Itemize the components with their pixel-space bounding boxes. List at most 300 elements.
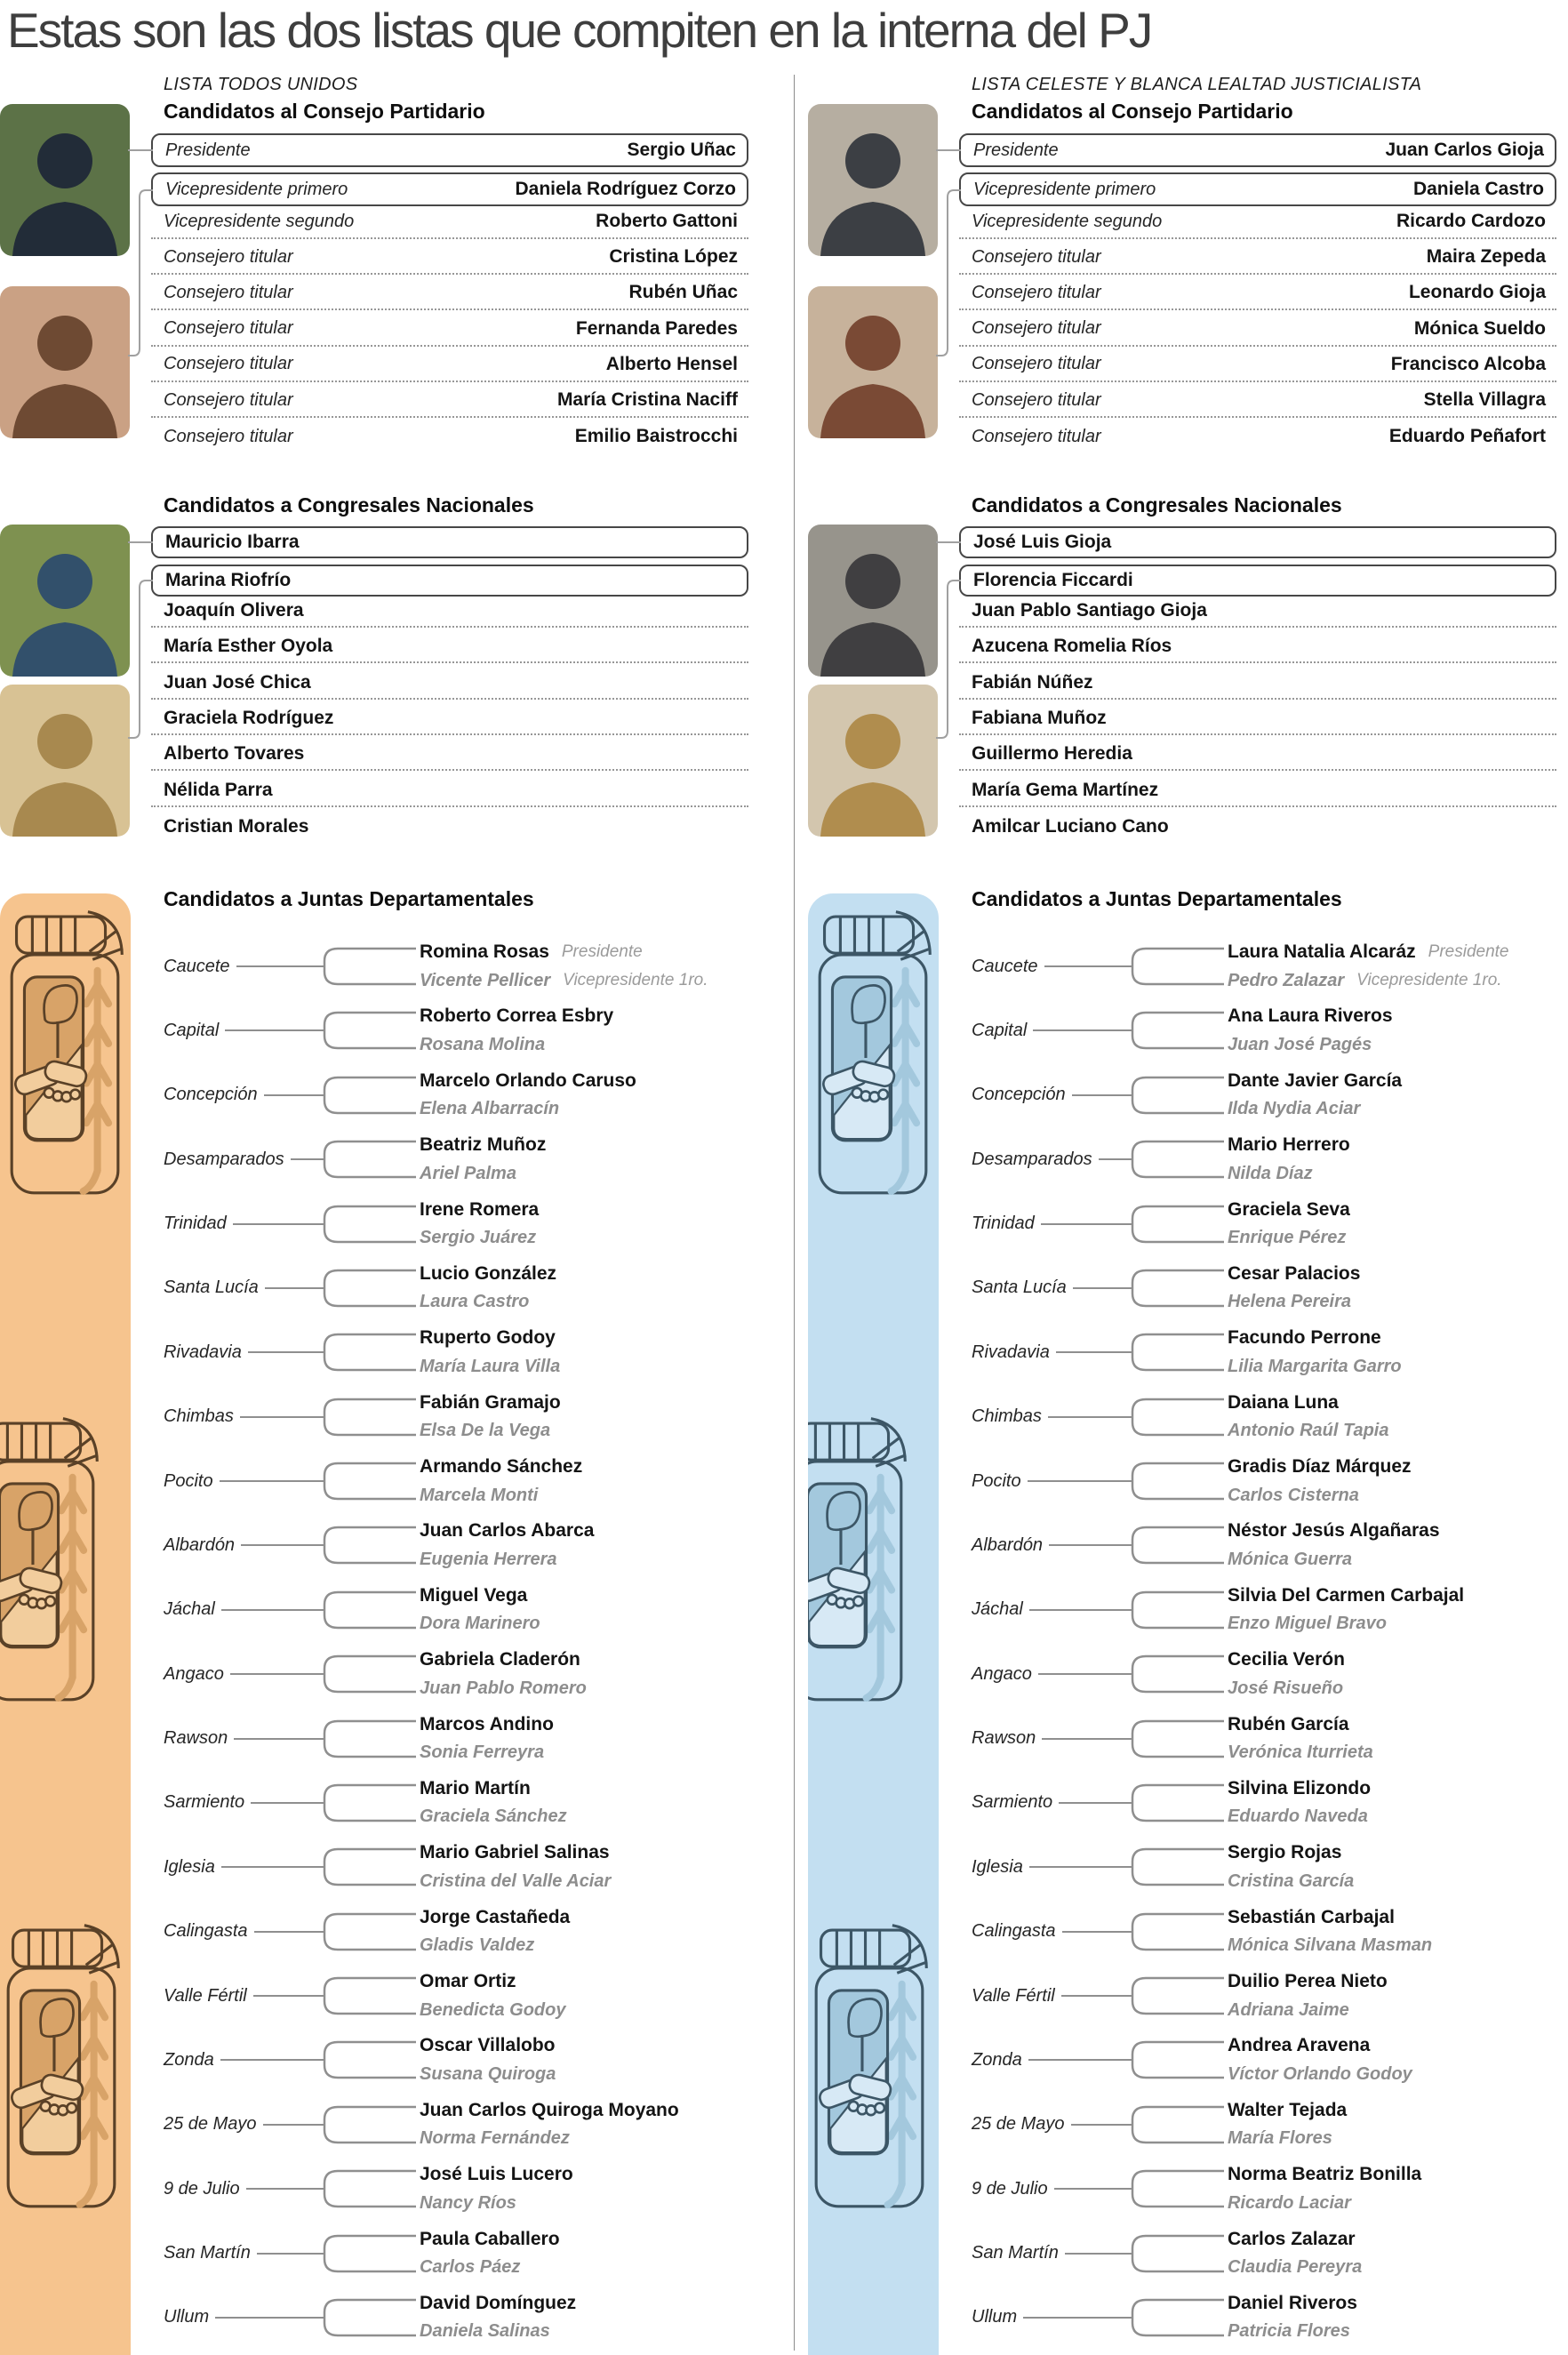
junta-connector-line — [225, 1029, 324, 1031]
department-label: Angaco — [164, 1663, 224, 1684]
junta-president-name: Cesar Palacios — [1228, 1262, 1361, 1284]
junta-bracket — [313, 1135, 416, 1183]
junta-bracket-icon — [313, 2036, 416, 2084]
junta-vice-name: Enrique Pérez — [1228, 1228, 1347, 1248]
junta-bracket — [1121, 2294, 1224, 2342]
role-label: Vicepresidente segundo — [164, 211, 355, 231]
photo-connector-lines — [936, 98, 961, 862]
junta-bracket — [1121, 1457, 1224, 1505]
junta-connector-line — [241, 1544, 324, 1546]
person-silhouette-icon — [0, 525, 130, 677]
junta-bracket — [1121, 2036, 1224, 2084]
person-silhouette-icon — [0, 286, 130, 438]
junta-vice-name: Víctor Orlando Godoy — [1228, 2063, 1412, 2084]
junta-bracket — [313, 2294, 416, 2342]
person-silhouette-icon — [808, 525, 938, 677]
junta-bracket-icon — [1121, 1908, 1224, 1956]
junta-connector-line — [1023, 2317, 1132, 2319]
junta-connector-line — [1049, 1544, 1132, 1546]
junta-vice-name: Carlos Páez — [420, 2257, 521, 2278]
junta-bracket-icon — [1121, 1779, 1224, 1827]
congresal-row — [151, 703, 748, 735]
candidate-name: Guillermo Heredia — [972, 743, 1132, 765]
junta-bracket — [1121, 1521, 1224, 1569]
junta-president-name: Marcos Andino — [420, 1713, 554, 1734]
junta-bracket — [1121, 1328, 1224, 1376]
junta-bracket-icon — [313, 2101, 416, 2149]
consejo-row — [151, 241, 748, 275]
junta-bracket-icon — [1121, 1135, 1224, 1183]
candidate-photo — [808, 685, 938, 837]
candidate-name: Emilio Baistrocchi — [574, 426, 738, 447]
congresal-row — [151, 811, 748, 843]
junta-president-name: Paula Caballero — [420, 2228, 560, 2249]
junta-president-name: Juan Carlos Quiroga Moyano — [420, 2099, 679, 2120]
consejo-row — [959, 348, 1556, 382]
party-emblem-strip — [0, 893, 131, 2355]
consejo-row — [151, 384, 748, 418]
junta-bracket-icon — [313, 1264, 416, 1312]
junta-bracket — [313, 2165, 416, 2213]
junta-bracket — [313, 942, 416, 990]
junta-bracket — [313, 1715, 416, 1763]
congresal-row — [151, 775, 748, 807]
list-name-label: LISTA TODOS UNIDOS — [164, 75, 358, 94]
junta-bracket-icon — [313, 1779, 416, 1827]
consejo-row — [151, 313, 748, 347]
junta-vice-name: Adriana Jaime — [1228, 1999, 1349, 2020]
congresal-row — [959, 668, 1556, 700]
department-label: 9 de Julio — [972, 2178, 1048, 2199]
junta-president-name: Lucio González — [420, 1262, 557, 1284]
department-label: Capital — [972, 1020, 1028, 1040]
candidate-photo — [808, 286, 938, 438]
department-label: Iglesia — [972, 1856, 1023, 1877]
junta-vice-name: Daniela Salinas — [420, 2321, 550, 2342]
role-label: Consejero titular — [164, 426, 293, 446]
junta-bracket — [313, 1264, 416, 1312]
junta-bracket-icon — [313, 1457, 416, 1505]
junta-vice-name: Rosana Molina — [420, 1034, 546, 1054]
junta-bracket-icon — [313, 2230, 416, 2278]
person-silhouette-icon — [808, 104, 938, 256]
candidate-name: María Cristina Naciff — [556, 389, 738, 410]
candidate-name: Cristina López — [609, 246, 738, 268]
candidate-name: José Luis Gioja — [973, 532, 1112, 552]
junta-bracket-icon — [1121, 2101, 1224, 2149]
junta-bracket-icon — [313, 1650, 416, 1698]
candidate-name: Sergio Uñac — [627, 140, 736, 160]
junta-bracket-icon — [313, 1071, 416, 1119]
candidate-name: María Gema Martínez — [972, 779, 1159, 800]
junta-president-name: Gradis Díaz Márquez — [1228, 1456, 1412, 1478]
department-label: Valle Fértil — [972, 1985, 1055, 2006]
department-label: Calingasta — [164, 1921, 248, 1942]
junta-bracket-icon — [313, 1200, 416, 1248]
candidate-name: Juan José Chica — [164, 671, 311, 693]
junta-vice-name: Norma Fernández — [420, 2128, 570, 2149]
role-label: Consejero titular — [164, 354, 293, 374]
consejo-row — [151, 205, 748, 239]
candidate-name: Azucena Romelia Ríos — [972, 636, 1172, 657]
junta-vice-name: Cristina García — [1228, 1870, 1355, 1891]
junta-vice-name: Antonio Raúl Tapia — [1228, 1421, 1389, 1441]
junta-bracket-icon — [1121, 1393, 1224, 1441]
junta-president-name: Graciela Seva — [1228, 1198, 1350, 1220]
junta-vice-name: Nancy Ríos — [420, 2192, 516, 2213]
junta-vice-name: Susana Quiroga — [420, 2063, 556, 2084]
junta-bracket — [313, 2101, 416, 2149]
junta-president-name: Ruperto Godoy — [420, 1327, 556, 1349]
junta-president-name: Armando Sánchez — [420, 1456, 583, 1478]
junta-vice-name: Dora Marinero — [420, 1614, 540, 1634]
section-header-consejo: Candidatos al Consejo Partidario — [164, 100, 485, 123]
department-label: Albardón — [972, 1534, 1044, 1555]
junta-president-name: Miguel Vega — [420, 1584, 528, 1606]
junta-vice-name: Elsa De la Vega — [420, 1421, 551, 1441]
junta-bracket-icon — [1121, 1715, 1224, 1763]
congresal-row — [959, 565, 1556, 597]
junta-bracket-icon — [1121, 1586, 1224, 1634]
junta-bracket-icon — [313, 1843, 416, 1891]
junta-bracket — [313, 1006, 416, 1054]
junta-president-name: Walter Tejada — [1228, 2099, 1348, 2120]
department-label: Iglesia — [164, 1856, 215, 1877]
department-label: Caucete — [972, 956, 1038, 976]
candidate-name: Leonardo Gioja — [1408, 282, 1546, 303]
column-divider — [794, 75, 795, 2351]
junta-bracket — [1121, 1650, 1224, 1698]
department-label: Ullum — [972, 2307, 1018, 2327]
candidate-name: Florencia Ficcardi — [973, 570, 1133, 590]
candidate-name: María Esther Oyola — [164, 636, 333, 657]
president-role-annotation: Presidente — [1428, 942, 1509, 961]
junta-bracket — [1121, 2165, 1224, 2213]
department-label: Valle Fértil — [164, 1985, 247, 2006]
candidate-name: Nélida Parra — [164, 779, 273, 800]
junta-bracket-icon — [313, 2165, 416, 2213]
junta-bracket-icon — [1121, 1457, 1224, 1505]
junta-vice-name: Patricia Flores — [1228, 2321, 1350, 2342]
junta-connector-line — [220, 2059, 324, 2061]
junta-president-name: Irene Romera — [420, 1198, 540, 1220]
congresal-row — [959, 631, 1556, 663]
person-silhouette-icon — [808, 286, 938, 438]
junta-president-name: Sebastián Carbajal — [1228, 1906, 1395, 1927]
consejo-row — [151, 348, 748, 382]
junta-bracket — [1121, 2101, 1224, 2149]
junta-vice-name: Ilda Nydia Aciar — [1228, 1099, 1361, 1119]
junta-president-name: Daniel Riveros — [1228, 2292, 1357, 2313]
department-label: Trinidad — [972, 1214, 1035, 1234]
junta-connector-line — [1029, 1609, 1132, 1611]
section-header-juntas: Candidatos a Juntas Departamentales — [972, 887, 1342, 910]
department-label: Angaco — [972, 1663, 1032, 1684]
consejo-row — [959, 205, 1556, 239]
pj-shield-icon — [808, 1409, 908, 1854]
junta-president-name: Laura Natalia Alcaráz Presidente — [1228, 941, 1509, 962]
junta-vice-name: Mónica Silvana Masman — [1228, 1935, 1433, 1956]
junta-connector-line — [230, 1673, 324, 1675]
junta-bracket — [313, 1071, 416, 1119]
junta-bracket — [313, 1779, 416, 1827]
junta-president-name: Mario Herrero — [1228, 1134, 1350, 1156]
junta-connector-line — [1028, 1480, 1132, 1482]
junta-vice-name: Carlos Cisterna — [1228, 1485, 1359, 1505]
photo-connector-lines — [128, 98, 153, 862]
junta-connector-line — [234, 1738, 324, 1740]
junta-president-name: Cecilia Verón — [1228, 1649, 1345, 1670]
candidate-name: Mónica Sueldo — [1413, 317, 1546, 339]
junta-vice-name: Eduardo Naveda — [1228, 1806, 1368, 1827]
role-label: Consejero titular — [972, 389, 1101, 410]
junta-bracket-icon — [1121, 1328, 1224, 1376]
junta-vice-name: Laura Castro — [420, 1292, 530, 1312]
junta-vice-name: Lilia Margarita Garro — [1228, 1356, 1402, 1376]
congresal-row — [151, 631, 748, 663]
junta-bracket-icon — [1121, 1264, 1224, 1312]
junta-connector-line — [221, 1609, 324, 1611]
junta-connector-line — [1033, 1029, 1132, 1031]
junta-bracket — [313, 1843, 416, 1891]
congresal-row — [151, 739, 748, 771]
role-label: Consejero titular — [972, 426, 1101, 446]
department-label: Desamparados — [164, 1149, 284, 1169]
junta-vice-name: María Laura Villa — [420, 1356, 561, 1376]
department-label: Chimbas — [164, 1406, 234, 1427]
junta-bracket — [1121, 1200, 1224, 1248]
congresal-row — [151, 565, 748, 597]
junta-bracket-icon — [313, 1135, 416, 1183]
junta-bracket — [313, 1586, 416, 1634]
party-emblem-strip — [808, 893, 939, 2355]
junta-bracket — [313, 1200, 416, 1248]
role-label: Presidente — [973, 140, 1059, 160]
junta-connector-line — [1041, 1223, 1132, 1225]
department-label: Rivadavia — [972, 1342, 1050, 1362]
junta-connector-line — [221, 1866, 324, 1868]
role-label: Consejero titular — [164, 246, 293, 267]
junta-vice-name: María Flores — [1228, 2128, 1332, 2149]
candidate-name: Fernanda Paredes — [575, 317, 738, 339]
junta-bracket — [313, 1908, 416, 1956]
junta-vice-name: Helena Pereira — [1228, 1292, 1351, 1312]
section-header-juntas: Candidatos a Juntas Departamentales — [164, 887, 534, 910]
junta-vice-name: Gladis Valdez — [420, 1935, 535, 1956]
candidate-name: Ricardo Cardozo — [1396, 211, 1546, 231]
list-column-todos-unidos — [0, 0, 760, 2355]
candidate-photo — [808, 104, 938, 256]
role-label: Vicepresidente primero — [973, 179, 1156, 199]
candidate-name: Marina Riofrío — [165, 570, 292, 590]
candidate-name: Rubén Uñac — [628, 282, 738, 303]
junta-president-name: Silvina Elizondo — [1228, 1777, 1372, 1798]
department-label: Concepción — [164, 1085, 258, 1105]
department-label: Rawson — [164, 1728, 228, 1749]
junta-president-name: Omar Ortiz — [420, 1971, 516, 1992]
candidate-name: Fabiana Muñoz — [972, 707, 1107, 728]
department-label: Pocito — [164, 1470, 213, 1491]
role-label: Consejero titular — [972, 318, 1101, 339]
consejo-row — [959, 241, 1556, 275]
junta-vice-name: José Risueño — [1228, 1678, 1344, 1698]
junta-president-name: Mario Gabriel Salinas — [420, 1842, 610, 1863]
junta-president-name: Ana Laura Riveros — [1228, 1005, 1393, 1027]
congresal-row — [151, 526, 748, 558]
junta-bracket — [313, 1328, 416, 1376]
junta-bracket — [1121, 942, 1224, 990]
consejo-row — [959, 133, 1556, 167]
pj-emblem-icon — [808, 1409, 908, 1854]
junta-president-name: Carlos Zalazar — [1228, 2228, 1356, 2249]
junta-bracket — [1121, 1715, 1224, 1763]
person-silhouette-icon — [0, 685, 130, 837]
president-role-annotation: Presidente — [561, 942, 643, 961]
junta-president-name: Beatriz Muñoz — [420, 1134, 547, 1156]
pj-emblem-icon — [5, 902, 124, 1347]
department-label: Chimbas — [972, 1406, 1042, 1427]
department-label: Sarmiento — [164, 1792, 245, 1813]
junta-bracket-icon — [1121, 1200, 1224, 1248]
candidate-name: Fabián Núñez — [972, 671, 1093, 693]
junta-president-name: Marcelo Orlando Caruso — [420, 1069, 636, 1091]
junta-president-name: Norma Beatriz Bonilla — [1228, 2164, 1422, 2185]
department-label: Rawson — [972, 1728, 1036, 1749]
junta-vice-name: Eugenia Herrera — [420, 1549, 557, 1569]
page-title: Estas son las dos listas que compiten en la interna del PJ — [7, 3, 1152, 58]
department-label: San Martín — [972, 2243, 1059, 2263]
department-label: Caucete — [164, 956, 230, 976]
junta-connector-line — [1029, 1866, 1132, 1868]
person-silhouette-icon — [0, 104, 130, 256]
pj-shield-icon — [5, 902, 124, 1347]
junta-connector-line — [240, 1416, 324, 1418]
role-label: Vicepresidente segundo — [972, 211, 1163, 231]
junta-bracket-icon — [313, 1972, 416, 2020]
junta-bracket-icon — [1121, 1650, 1224, 1698]
junta-bracket — [313, 1650, 416, 1698]
junta-bracket — [313, 1393, 416, 1441]
department-label: Desamparados — [972, 1149, 1092, 1169]
junta-vice-name: Ricardo Laciar — [1228, 2192, 1351, 2213]
department-label: Zonda — [972, 2049, 1022, 2070]
junta-bracket-icon — [1121, 1972, 1224, 2020]
candidate-name: Maira Zepeda — [1426, 246, 1546, 268]
junta-bracket-icon — [1121, 1071, 1224, 1119]
candidate-name: Cristian Morales — [164, 815, 309, 837]
department-label: Albardón — [164, 1534, 236, 1555]
pj-shield-icon — [810, 1916, 929, 2355]
junta-vice-name: Ariel Palma — [420, 1163, 516, 1183]
department-label: Jáchal — [972, 1599, 1023, 1620]
junta-bracket — [1121, 1393, 1224, 1441]
department-label: Pocito — [972, 1470, 1021, 1491]
section-header-congresales: Candidatos a Congresales Nacionales — [972, 493, 1342, 517]
junta-bracket — [1121, 1071, 1224, 1119]
junta-president-name: Jorge Castañeda — [420, 1906, 571, 1927]
junta-bracket-icon — [313, 1393, 416, 1441]
junta-bracket — [1121, 1006, 1224, 1054]
candidate-photo — [0, 104, 130, 256]
junta-vice-name: Sonia Ferreyra — [420, 1742, 545, 1763]
junta-president-name: Roberto Correa Esbry — [420, 1005, 614, 1027]
junta-vice-name: Juan José Pagés — [1228, 1034, 1372, 1054]
junta-vice-name: Benedicta Godoy — [420, 1999, 566, 2020]
junta-vice-name: Claudia Pereyra — [1228, 2257, 1363, 2278]
junta-vice-name: Mónica Guerra — [1228, 1549, 1353, 1569]
pj-emblem-icon — [813, 902, 932, 1347]
role-label: Presidente — [165, 140, 251, 160]
junta-bracket-icon — [1121, 1843, 1224, 1891]
consejo-row — [959, 384, 1556, 418]
junta-bracket-icon — [1121, 1521, 1224, 1569]
person-silhouette-icon — [808, 685, 938, 837]
junta-bracket-icon — [313, 942, 416, 990]
junta-president-name: Romina Rosas Presidente — [420, 941, 643, 962]
role-label: Vicepresidente primero — [165, 179, 348, 199]
candidate-name: Mauricio Ibarra — [165, 532, 300, 552]
junta-bracket-icon — [1121, 942, 1224, 990]
junta-president-name: Rubén García — [1228, 1713, 1349, 1734]
role-label: Consejero titular — [972, 282, 1101, 302]
junta-connector-line — [233, 1223, 324, 1225]
junta-bracket-icon — [1121, 2230, 1224, 2278]
candidate-name: Alberto Tovares — [164, 743, 305, 765]
candidate-name: Juan Pablo Santiago Gioja — [972, 600, 1207, 621]
junta-bracket-icon — [313, 1006, 416, 1054]
candidate-name: Francisco Alcoba — [1390, 353, 1546, 374]
pj-emblem-icon — [810, 1916, 929, 2355]
vice-role-annotation: Vicepresidente 1ro. — [563, 971, 708, 989]
junta-connector-line — [215, 2317, 324, 2319]
junta-president-name: Silvia Del Carmen Carbajal — [1228, 1584, 1465, 1606]
junta-vice-name: Nilda Díaz — [1228, 1163, 1313, 1183]
department-label: Santa Lucía — [972, 1278, 1067, 1298]
congresal-row — [959, 703, 1556, 735]
junta-president-name: Duilio Perea Nieto — [1228, 1971, 1388, 1992]
pj-shield-icon — [813, 902, 932, 1347]
congresal-row — [151, 668, 748, 700]
congresal-row — [959, 739, 1556, 771]
junta-vice-name: Sergio Juárez — [420, 1228, 537, 1248]
department-label: 25 de Mayo — [972, 2114, 1065, 2135]
junta-connector-line — [1028, 2059, 1132, 2061]
junta-president-name: José Luis Lucero — [420, 2164, 573, 2185]
candidate-name: Alberto Hensel — [605, 353, 738, 374]
junta-bracket — [313, 1457, 416, 1505]
junta-president-name: Néstor Jesús Algañaras — [1228, 1520, 1440, 1542]
congresal-row — [959, 811, 1556, 843]
junta-bracket — [1121, 1586, 1224, 1634]
candidate-name: Eduardo Peñafort — [1388, 426, 1546, 447]
junta-vice-name: Cristina del Valle Aciar — [420, 1870, 612, 1891]
junta-connector-line — [1048, 1416, 1132, 1418]
candidate-name: Amilcar Luciano Cano — [972, 815, 1169, 837]
consejo-row — [151, 420, 748, 453]
section-header-consejo: Candidatos al Consejo Partidario — [972, 100, 1293, 123]
consejo-row — [959, 172, 1556, 206]
junta-president-name: Sergio Rojas — [1228, 1842, 1342, 1863]
role-label: Consejero titular — [972, 354, 1101, 374]
junta-president-name: Andrea Aravena — [1228, 2035, 1371, 2056]
junta-president-name: David Domínguez — [420, 2292, 577, 2313]
junta-connector-line — [1042, 1738, 1132, 1740]
junta-bracket — [1121, 1972, 1224, 2020]
junta-bracket-icon — [313, 2294, 416, 2342]
junta-president-name: Gabriela Claderón — [420, 1649, 580, 1670]
junta-bracket — [313, 2230, 416, 2278]
department-label: Capital — [164, 1020, 220, 1040]
